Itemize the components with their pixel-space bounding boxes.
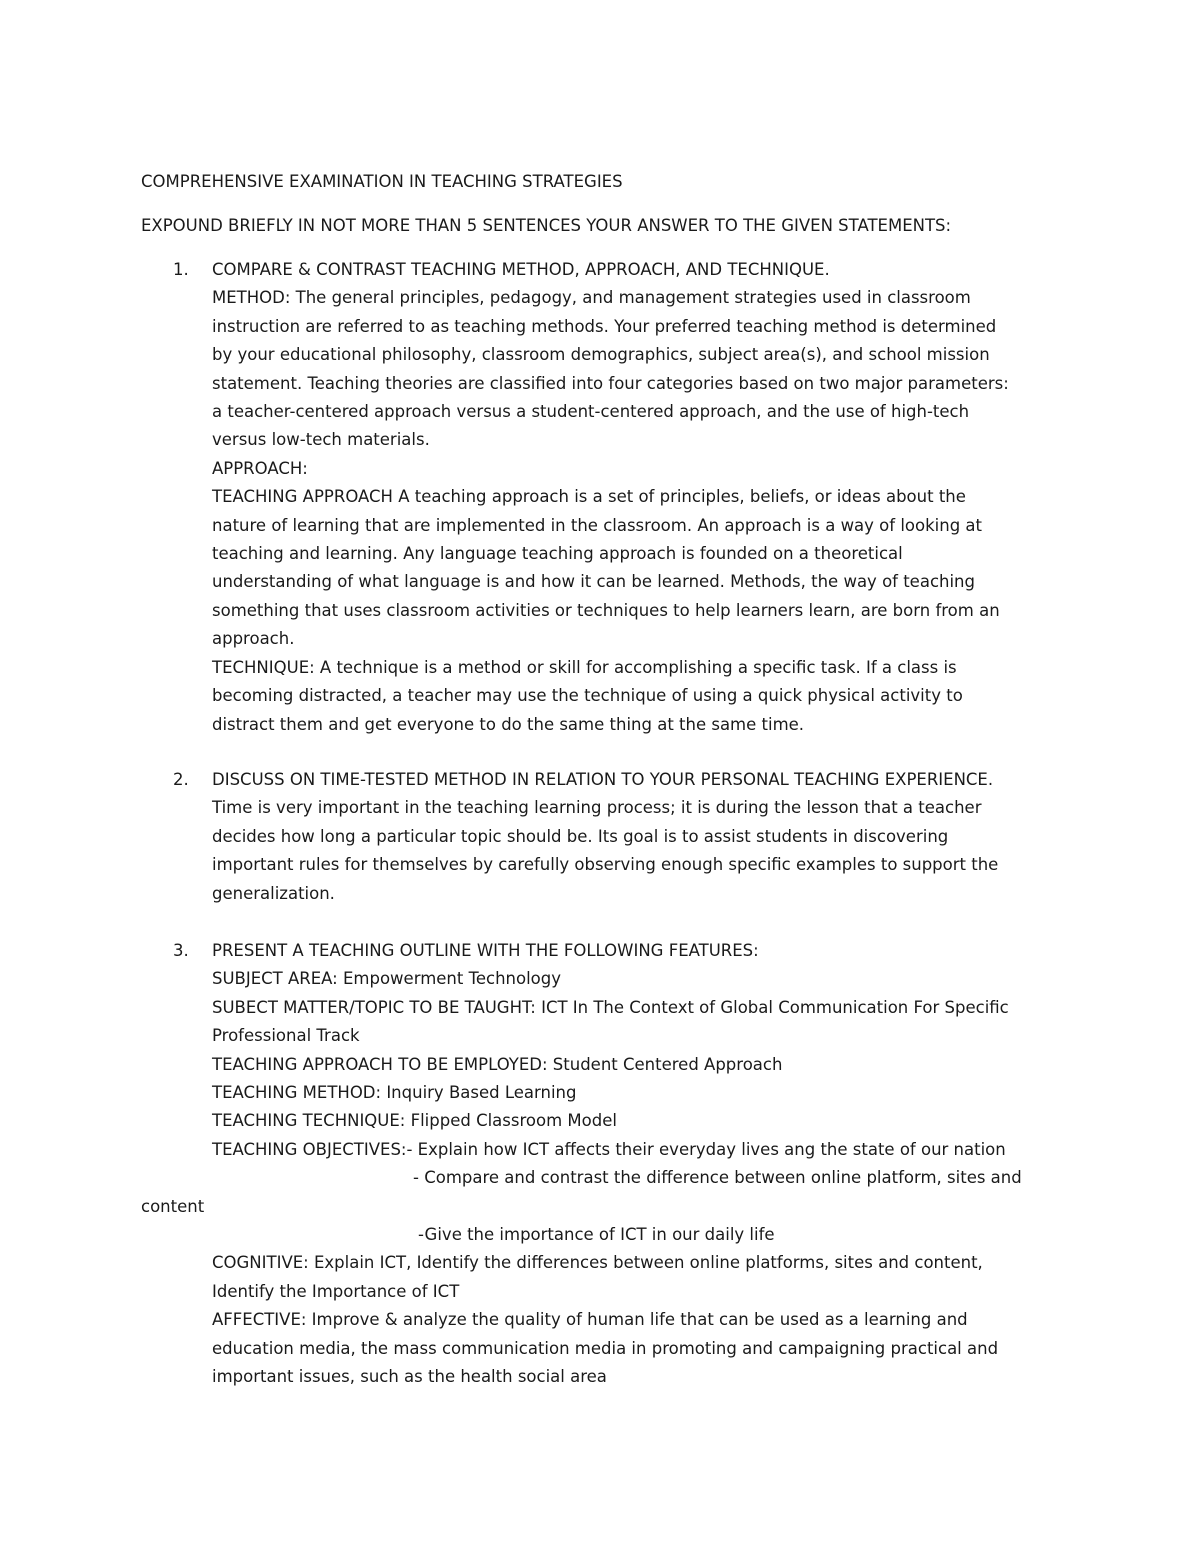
text-line: generalization. (212, 883, 335, 903)
text-line: education media, the mass communication media in promoting and campaigning practical and (212, 1338, 999, 1358)
text-line: TEACHING APPROACH A teaching approach is a set of principles, beliefs, or ideas about the (212, 487, 966, 507)
text-line: by your educational philosophy, classroom demographics, subject area(s), and school mission (212, 345, 990, 365)
text-line: content (141, 1196, 205, 1216)
text-line: -Give the importance of ICT in our daily life (418, 1225, 775, 1245)
text-line: approach. (212, 629, 295, 649)
text-line: COGNITIVE: Explain ICT, Identify the differences between online platforms, sites and content, (212, 1253, 983, 1273)
text-line: SUBJECT AREA: Empowerment Technology (212, 969, 562, 989)
text-line: - Compare and contrast the difference between online platform, sites and (413, 1168, 1022, 1188)
text-line: becoming distracted, a teacher may use the technique of using a quick physical activity to (212, 686, 963, 706)
text-line: important rules for themselves by carefully observing enough specific examples to support the (212, 855, 999, 875)
text-line: decides how long a particular topic should be. Its goal is to assist students in discovering (212, 826, 949, 846)
question-item-3 (141, 937, 1081, 1392)
text-line: statement. Teaching theories are classified into four categories based on two major parameters: (212, 373, 1009, 393)
item-number: 2. (173, 770, 189, 789)
text-line: teaching and learning. Any language teaching approach is founded on a theoretical (212, 544, 903, 564)
text-line: AFFECTIVE: Improve & analyze the quality of human life that can be used as a learning and (212, 1310, 968, 1330)
text-line: TEACHING OBJECTIVES:- Explain how ICT affects their everyday lives ang the state of our nation (212, 1139, 1006, 1159)
text-line: something that uses classroom activities or techniques to help learners learn, are born from an (212, 600, 1000, 620)
text-line: instruction are referred to as teaching methods. Your preferred teaching method is determined (212, 316, 997, 336)
text-line: versus low-tech materials. (212, 430, 430, 450)
document-title: COMPREHENSIVE EXAMINATION IN TEACHING STRATEGIES (141, 172, 623, 191)
text-line: Time is very important in the teaching learning process; it is during the lesson that a teacher (212, 798, 982, 818)
instruction-text: EXPOUND BRIEFLY IN NOT MORE THAN 5 SENTENCES YOUR ANSWER TO THE GIVEN STATEMENTS: (141, 216, 952, 235)
text-line: APPROACH: (212, 458, 308, 478)
question-item-1 (141, 256, 1081, 739)
text-line: Professional Track (212, 1026, 360, 1046)
item-body (212, 256, 1081, 739)
text-line: distract them and get everyone to do the same thing at the same time. (212, 714, 805, 734)
question-item-2 (141, 766, 1081, 908)
item-number: 1. (173, 260, 189, 279)
item-heading: PRESENT A TEACHING OUTLINE WITH THE FOLLOWING FEATURES: (212, 941, 759, 960)
text-line: understanding of what language is and how it can be learned. Methods, the way of teaching (212, 572, 975, 592)
text-line: Identify the Importance of ICT (212, 1281, 460, 1301)
text-line: important issues, such as the health social area (212, 1367, 607, 1387)
item-body (141, 937, 1081, 1392)
text-line: a teacher-centered approach versus a student-centered approach, and the use of high-tech (212, 402, 970, 422)
item-heading: DISCUSS ON TIME-TESTED METHOD IN RELATION TO YOUR PERSONAL TEACHING EXPERIENCE. (212, 770, 994, 789)
text-line: nature of learning that are implemented in the classroom. An approach is a way of looking at (212, 515, 982, 535)
item-body (212, 766, 1081, 908)
text-line: SUBECT MATTER/TOPIC TO BE TAUGHT: ICT In The Context of Global Communication For Specific (212, 997, 1009, 1017)
text-line: METHOD: The general principles, pedagogy, and management strategies used in classroom (212, 288, 971, 308)
text-line: TEACHING APPROACH TO BE EMPLOYED: Student Centered Approach (212, 1054, 783, 1074)
text-line: TECHNIQUE: A technique is a method or skill for accomplishing a specific task. If a class is (212, 657, 957, 677)
text-line: TEACHING METHOD: Inquiry Based Learning (212, 1083, 577, 1103)
text-line: TEACHING TECHNIQUE: Flipped Classroom Model (212, 1111, 617, 1131)
item-heading: COMPARE & CONTRAST TEACHING METHOD, APPROACH, AND TECHNIQUE. (212, 260, 830, 279)
item-number: 3. (173, 941, 189, 960)
